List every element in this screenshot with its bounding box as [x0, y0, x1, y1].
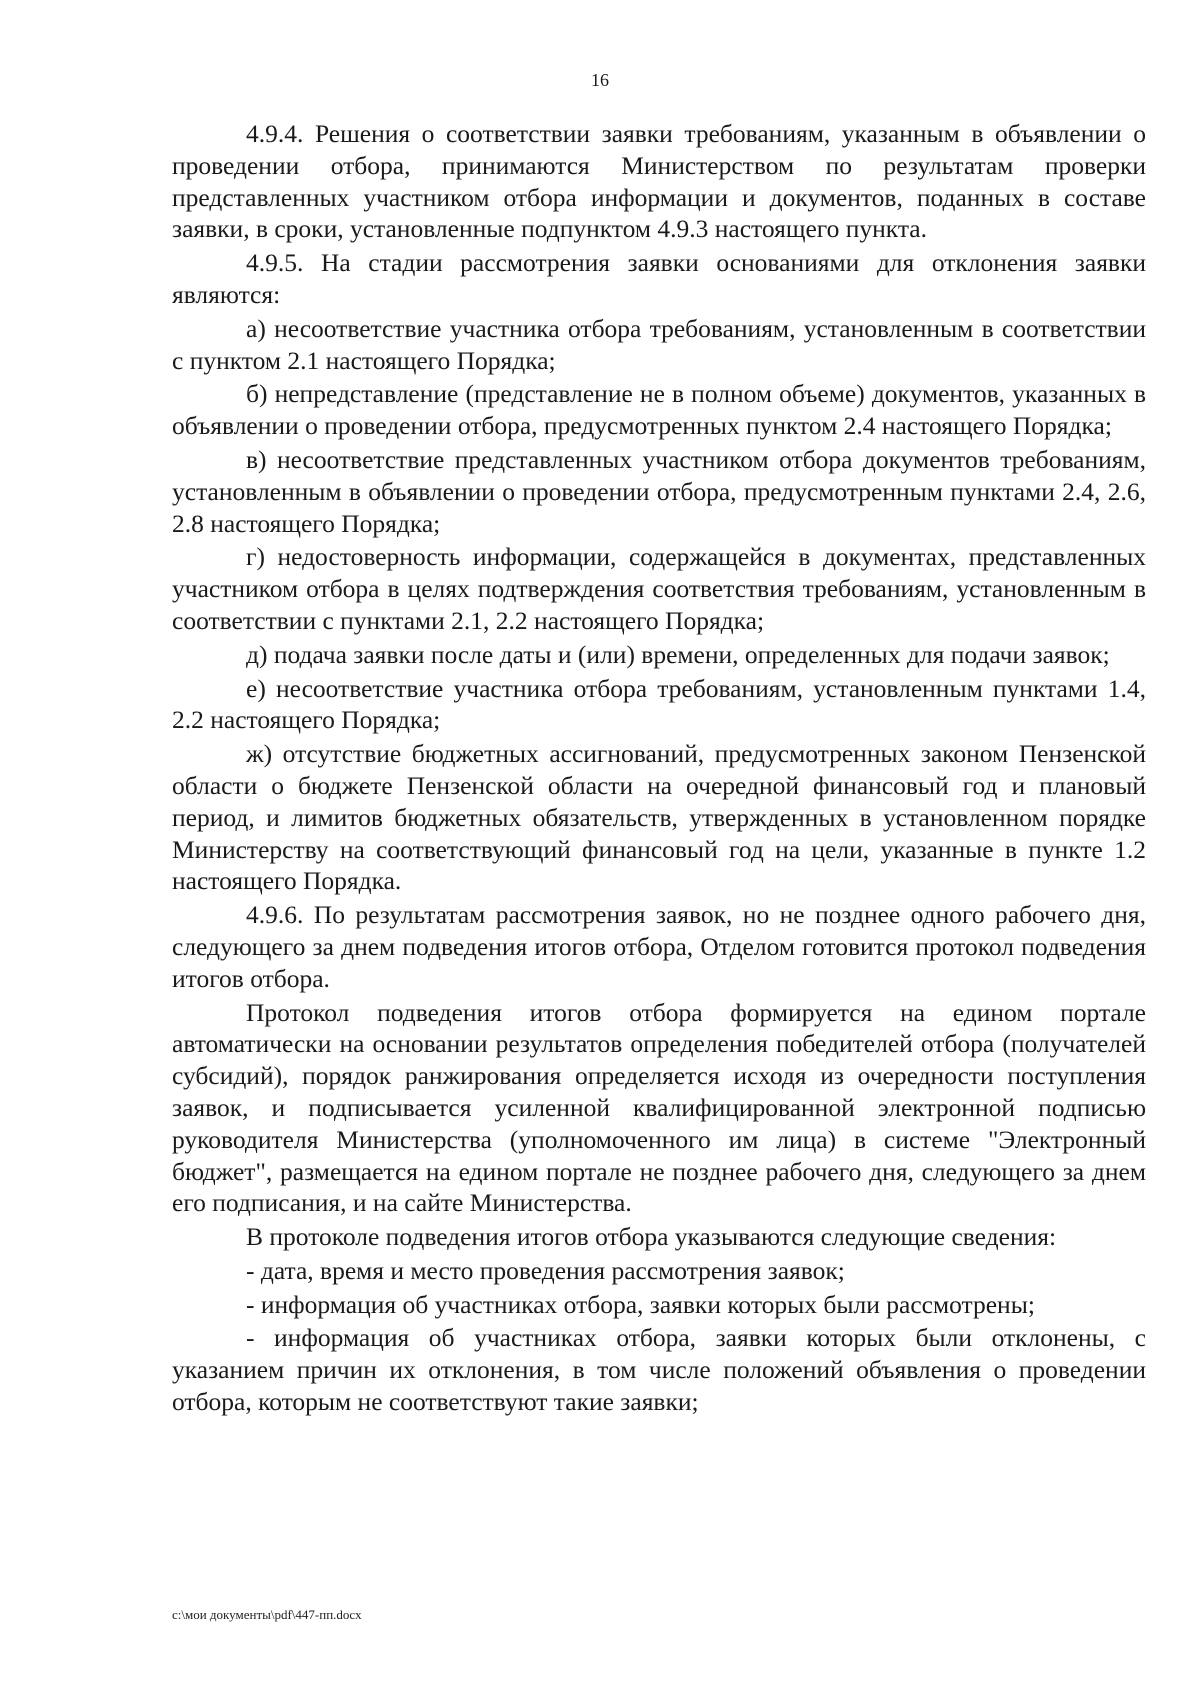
paragraph-4-9-5: 4.9.5. На стадии рассмотрения заявки основаниями для отклонения заявки являются: — [172, 248, 1146, 309]
list-item-g: г) недостоверность информации, содержащейся в документах, представленных участником отбора в целях подтверждения соответствия требованиям, установленным в соответствии с пунктами 2.1, 2.2 настоящего Порядка; — [172, 542, 1146, 635]
list-item-a: а) несоответствие участника отбора требованиям, установленным в соответствии с пунктом 2.1 настоящего Порядка; — [172, 313, 1146, 375]
dash-item-reviewed: - информация об участниках отбора, заявки которых были рассмотрены; — [246, 1289, 1035, 1319]
paragraph-protocol-details: В протоколе подведения итогов отбора указываются следующие сведения: — [246, 1222, 1057, 1252]
paragraph-protocol: Протокол подведения итогов отбора формируется на едином портале автоматически на основании результатов определения победителей отбора (получателей субсидий), порядок ранжирования определяется исходя из очередности поступления заявок, и подписывается усиленной квалифицированной электронной подписью руководителя Министерства (уполномоченного им лица) в системе "Электронный бюджет", размещается на едином портале не позднее рабочего дня, следующего за днем его подписания, и на сайте Министерства. — [172, 997, 1146, 1218]
paragraph-4-9-4: 4.9.4. Решения о соответствии заявки требованиям, указанным в объявлении о проведении отбора, принимаются Министерством по результатам проверки представленных участником отбора информации и документов, поданных в составе заявки, в сроки, установленные подпунктом 4.9.3 настоящего пункта. — [172, 119, 1146, 244]
list-item-e: е) несоответствие участника отбора требованиям, установленным пунктами 1.4, 2.2 настоящего Порядка; — [172, 673, 1146, 735]
paragraph-4-9-6: 4.9.6. По результатам рассмотрения заявок, но не позднее одного рабочего дня, следующего за днем подведения итогов отбора, Отделом готовится протокол подведения итогов отбора. — [172, 900, 1146, 993]
list-item-zh: ж) отсутствие бюджетных ассигнований, предусмотренных законом Пензенской области о бюджете Пензенской области на очередной финансовый год и плановый период, и лимитов бюджетных обязательств, утвержденных в установленном порядке Министерству на соответствующий финансовый год на цели, указанные в пункте 1.2 настоящего Порядка. — [172, 739, 1146, 896]
list-item-v: в) несоответствие представленных участником отбора документов требованиям, установленным в объявлении о проведении отбора, предусмотренным пунктами 2.4, 2.6, 2.8 настоящего Порядка; — [172, 444, 1146, 538]
page-number: 16 — [591, 70, 609, 90]
footer-file-path: c:\мои документы\pdf\447-пп.docx — [172, 1607, 362, 1622]
dash-item-rejected: - информация об участниках отбора, заявки которых были отклонены, с указанием причин их отклонения, в том числе положений объявления о проведении отбора, которым не соответствуют такие заявки; — [172, 1323, 1146, 1417]
list-item-b: б) непредставление (представление не в полном объеме) документов, указанных в объявлении о проведении отбора, предусмотренных пунктом 2.4 настоящего Порядка; — [172, 379, 1146, 441]
list-item-d: д) подача заявки после даты и (или) времени, определенных для подачи заявок; — [246, 639, 1110, 669]
dash-item-date: - дата, время и место проведения рассмотрения заявок; — [246, 1255, 845, 1285]
document-body — [172, 118, 1146, 1418]
